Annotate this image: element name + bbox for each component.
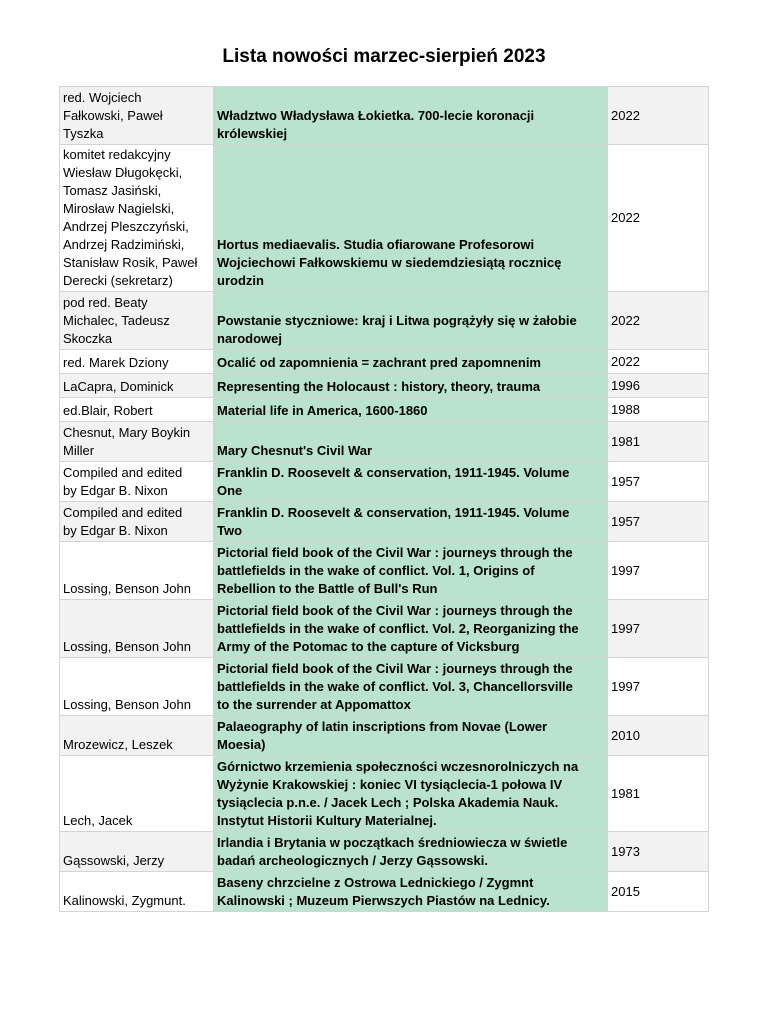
title-cell: Władztwo Władysława Łokietka. 700-lecie koronacji królewskiej [214, 87, 608, 145]
author-cell: pod red. Beaty Michalec, Tadeusz Skoczka [60, 292, 214, 350]
year-cell: 1957 [608, 502, 709, 542]
author-cell: red. Wojciech Fałkowski, Paweł Tyszka [60, 87, 214, 145]
year-cell: 2022 [608, 87, 709, 145]
title-cell: Representing the Holocaust : history, theory, trauma [214, 374, 608, 398]
author-cell: LaCapra, Dominick [60, 374, 214, 398]
table-row [60, 542, 709, 600]
table-row [60, 658, 709, 716]
title-cell: Franklin D. Roosevelt & conservation, 1911-1945. Volume Two [214, 502, 608, 542]
title-cell: Ocalić od zapomnienia = zachrant pred zapomnenim [214, 350, 608, 374]
author-cell: Compiled and edited by Edgar B. Nixon [60, 502, 214, 542]
title-cell: Palaeography of latin inscriptions from Novae (Lower Moesia) [214, 716, 608, 756]
year-cell: 2015 [608, 872, 709, 912]
title-cell: Pictorial field book of the Civil War : journeys through the battlefields in the wake of conflict. Vol. 3, Chancellorsville to the surrender at Appomattox [214, 658, 608, 716]
table-row [60, 87, 709, 145]
table-row [60, 462, 709, 502]
title-cell: Powstanie styczniowe: kraj i Litwa pogrążyły się w żałobie narodowej [214, 292, 608, 350]
year-cell: 2010 [608, 716, 709, 756]
author-cell: Lossing, Benson John [60, 658, 214, 716]
author-cell: Kalinowski, Zygmunt. [60, 872, 214, 912]
author-cell: red. Marek Dziony [60, 350, 214, 374]
table-row [60, 832, 709, 872]
table-row [60, 398, 709, 422]
page-title: Lista nowości marzec-sierpień 2023 [222, 46, 546, 67]
table-row [60, 292, 709, 350]
author-cell: Mrozewicz, Leszek [60, 716, 214, 756]
author-cell: ed.Blair, Robert [60, 398, 214, 422]
table-row [60, 502, 709, 542]
year-cell: 1997 [608, 542, 709, 600]
author-cell: komitet redakcyjny Wiesław Długokęcki, Tomasz Jasiński, Mirosław Nagielski, Andrzej Pleszczyński, Andrzej Radzimiński, Stanisław Rosik, Paweł Derecki (sekretarz) [60, 145, 214, 292]
year-cell: 1997 [608, 600, 709, 658]
book-list-table [59, 86, 709, 912]
table-row [60, 145, 709, 292]
author-cell: Lossing, Benson John [60, 542, 214, 600]
author-cell: Chesnut, Mary Boykin Miller [60, 422, 214, 462]
title-cell: Górnictwo krzemienia społeczności wczesnorolniczych na Wyżynie Krakowskiej : koniec VI tysiąclecia-1 połowa IV tysiąclecia p.n.e. / Jacek Lech ; Polska Akademia Nauk. Instytut Historii Kultury Materialnej. [214, 756, 608, 832]
title-cell: Pictorial field book of the Civil War : journeys through the battlefields in the wake of conflict. Vol. 2, Reorganizing the Army of the Potomac to the capture of Vicksburg [214, 600, 608, 658]
title-cell: Franklin D. Roosevelt & conservation, 1911-1945. Volume One [214, 462, 608, 502]
year-cell: 1973 [608, 832, 709, 872]
year-cell: 2022 [608, 350, 709, 374]
year-cell: 1981 [608, 422, 709, 462]
title-cell: Hortus mediaevalis. Studia ofiarowane Profesorowi Wojciechowi Fałkowskiemu w siedemdziesiątą rocznicę urodzin [214, 145, 608, 292]
title-cell: Material life in America, 1600-1860 [214, 398, 608, 422]
table-row [60, 350, 709, 374]
table-row [60, 716, 709, 756]
table-row [60, 872, 709, 912]
table-row [60, 600, 709, 658]
title-cell: Pictorial field book of the Civil War : journeys through the battlefields in the wake of conflict. Vol. 1, Origins of Rebellion to the Battle of Bull's Run [214, 542, 608, 600]
year-cell: 2022 [608, 292, 709, 350]
table-row [60, 422, 709, 462]
author-cell: Compiled and edited by Edgar B. Nixon [60, 462, 214, 502]
year-cell: 1957 [608, 462, 709, 502]
title-cell: Mary Chesnut's Civil War [214, 422, 608, 462]
year-cell: 1981 [608, 756, 709, 832]
title-cell: Baseny chrzcielne z Ostrowa Lednickiego / Zygmnt Kalinowski ; Muzeum Pierwszych Piastów na Lednicy. [214, 872, 608, 912]
author-cell: Gąssowski, Jerzy [60, 832, 214, 872]
year-cell: 1996 [608, 374, 709, 398]
year-cell: 1997 [608, 658, 709, 716]
author-cell: Lossing, Benson John [60, 600, 214, 658]
table-row [60, 374, 709, 398]
year-cell: 2022 [608, 145, 709, 292]
title-cell: Irlandia i Brytania w początkach średniowiecza w świetle badań archeologicznych / Jerzy Gąssowski. [214, 832, 608, 872]
table-row [60, 756, 709, 832]
author-cell: Lech, Jacek [60, 756, 214, 832]
year-cell: 1988 [608, 398, 709, 422]
